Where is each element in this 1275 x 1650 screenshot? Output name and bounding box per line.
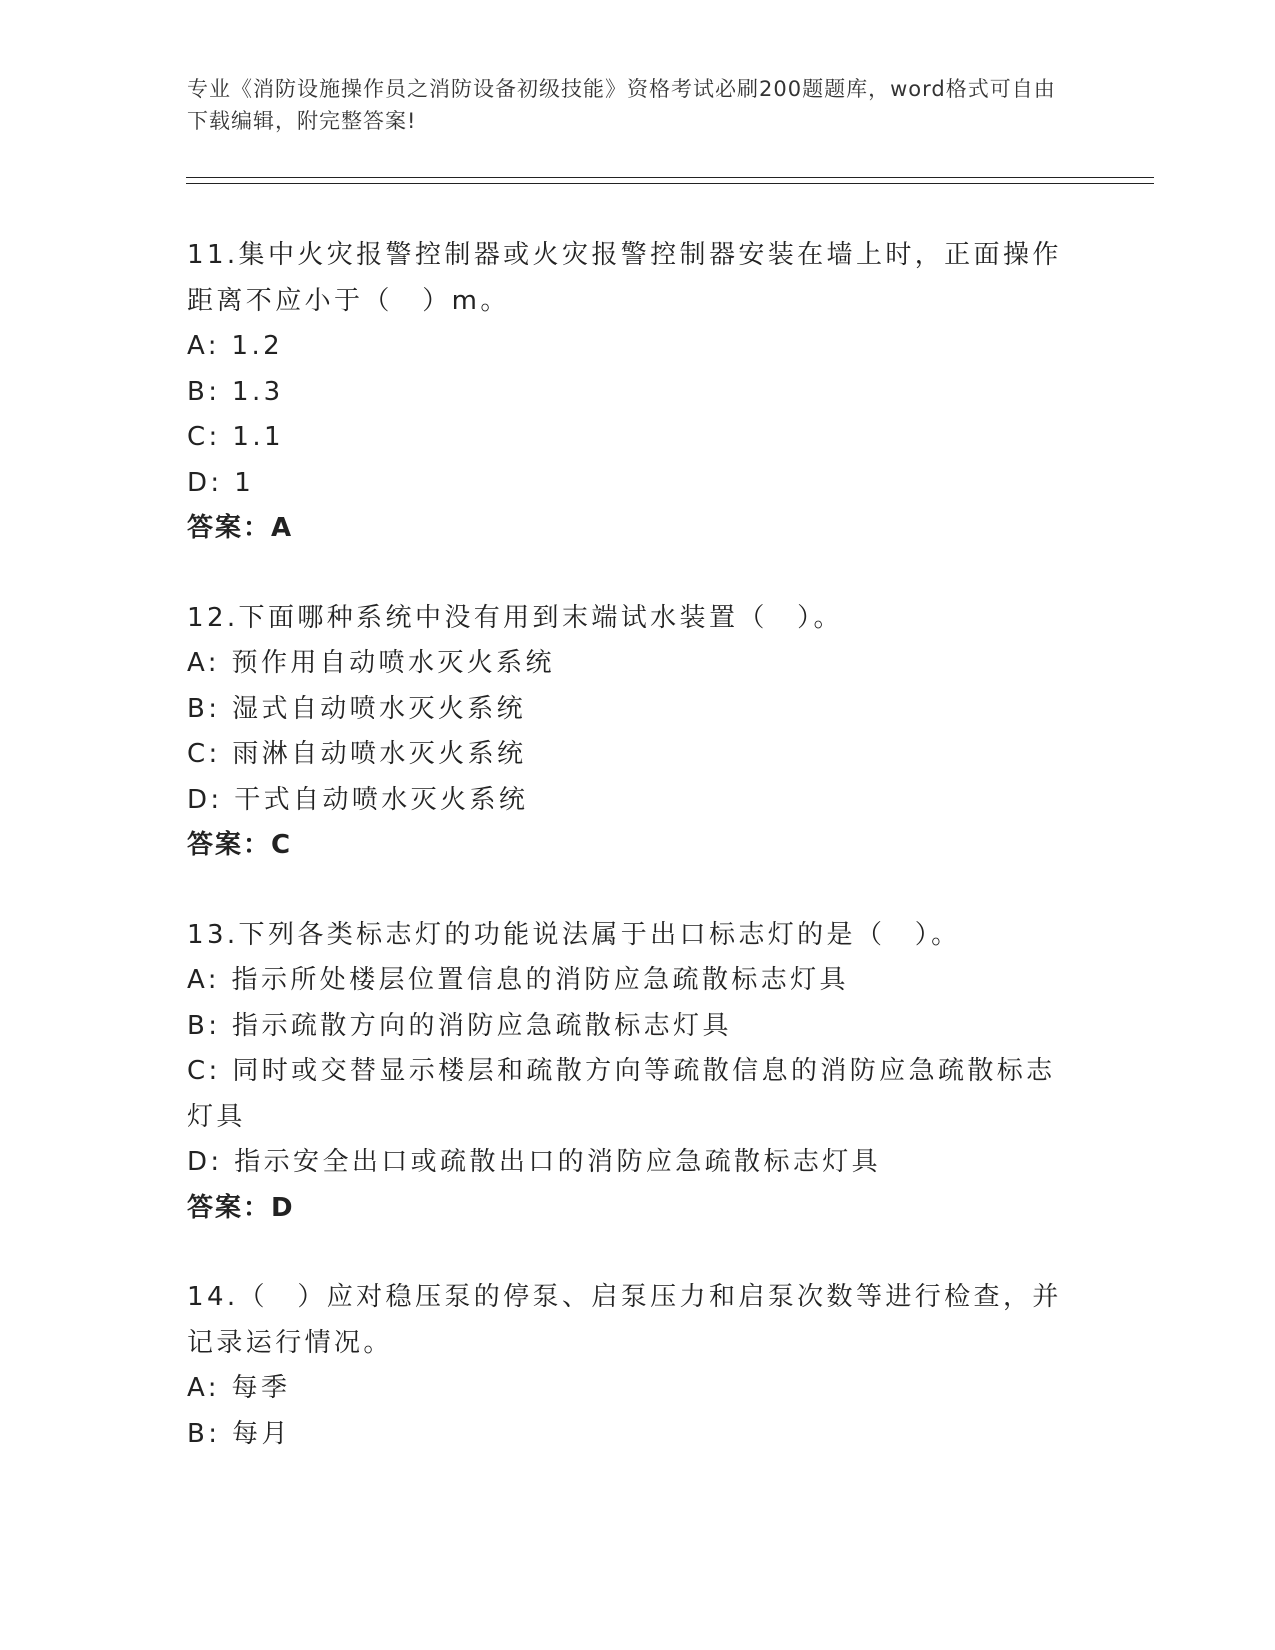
option-b: B: 指示疏散方向的消防应急疏散标志灯具	[187, 1010, 732, 1041]
header-divider-bottom	[186, 183, 1154, 184]
document-header: 专业《消防设施操作员之消防设备初级技能》资格考试必刷200题题库，word格式可自由下载编辑，附完整答案!	[187, 77, 1056, 133]
question-13	[187, 913, 1087, 1232]
question-stem: 13.下列各类标志灯的功能说法属于出口标志灯的是（ ）。	[187, 919, 961, 950]
option-b: B: 1.3	[187, 376, 284, 407]
question-12	[187, 596, 1087, 869]
option-b: B: 湿式自动喷水灭火系统	[187, 693, 527, 724]
header-divider-top	[186, 177, 1154, 178]
option-c: C: 1.1	[187, 422, 284, 452]
question-list	[187, 233, 1087, 1501]
option-d: D: 1	[187, 467, 255, 498]
answer: 答案：D	[187, 1192, 295, 1223]
question-11	[187, 233, 1087, 552]
question-stem: 12.下面哪种系统中没有用到末端试水装置（ ）。	[187, 602, 843, 633]
option-a: A: 每季	[187, 1373, 291, 1403]
answer: 答案：C	[187, 830, 293, 860]
question-stem: 11.集中火灾报警控制器或火灾报警控制器安装在墙上时，正面操作距离不应小于（ ）m。	[187, 240, 1062, 316]
option-b: B: 每月	[187, 1418, 291, 1449]
option-a: A: 预作用自动喷水灭火系统	[187, 648, 555, 678]
option-a: A: 指示所处楼层位置信息的消防应急疏散标志灯具	[187, 965, 849, 995]
question-14	[187, 1275, 1087, 1457]
option-d: D: 干式自动喷水灭火系统	[187, 784, 529, 815]
answer: 答案：A	[187, 513, 294, 543]
option-d: D: 指示安全出口或疏散出口的消防应急疏散标志灯具	[187, 1147, 882, 1177]
option-c: C: 同时或交替显示楼层和疏散方向等疏散信息的消防应急疏散标志灯具	[187, 1056, 1056, 1132]
option-a: A: 1.2	[187, 331, 284, 361]
option-c: C: 雨淋自动喷水灭火系统	[187, 739, 527, 769]
question-stem: 14.（ ）应对稳压泵的停泵、启泵压力和启泵次数等进行检查，并记录运行情况。	[187, 1282, 1062, 1358]
